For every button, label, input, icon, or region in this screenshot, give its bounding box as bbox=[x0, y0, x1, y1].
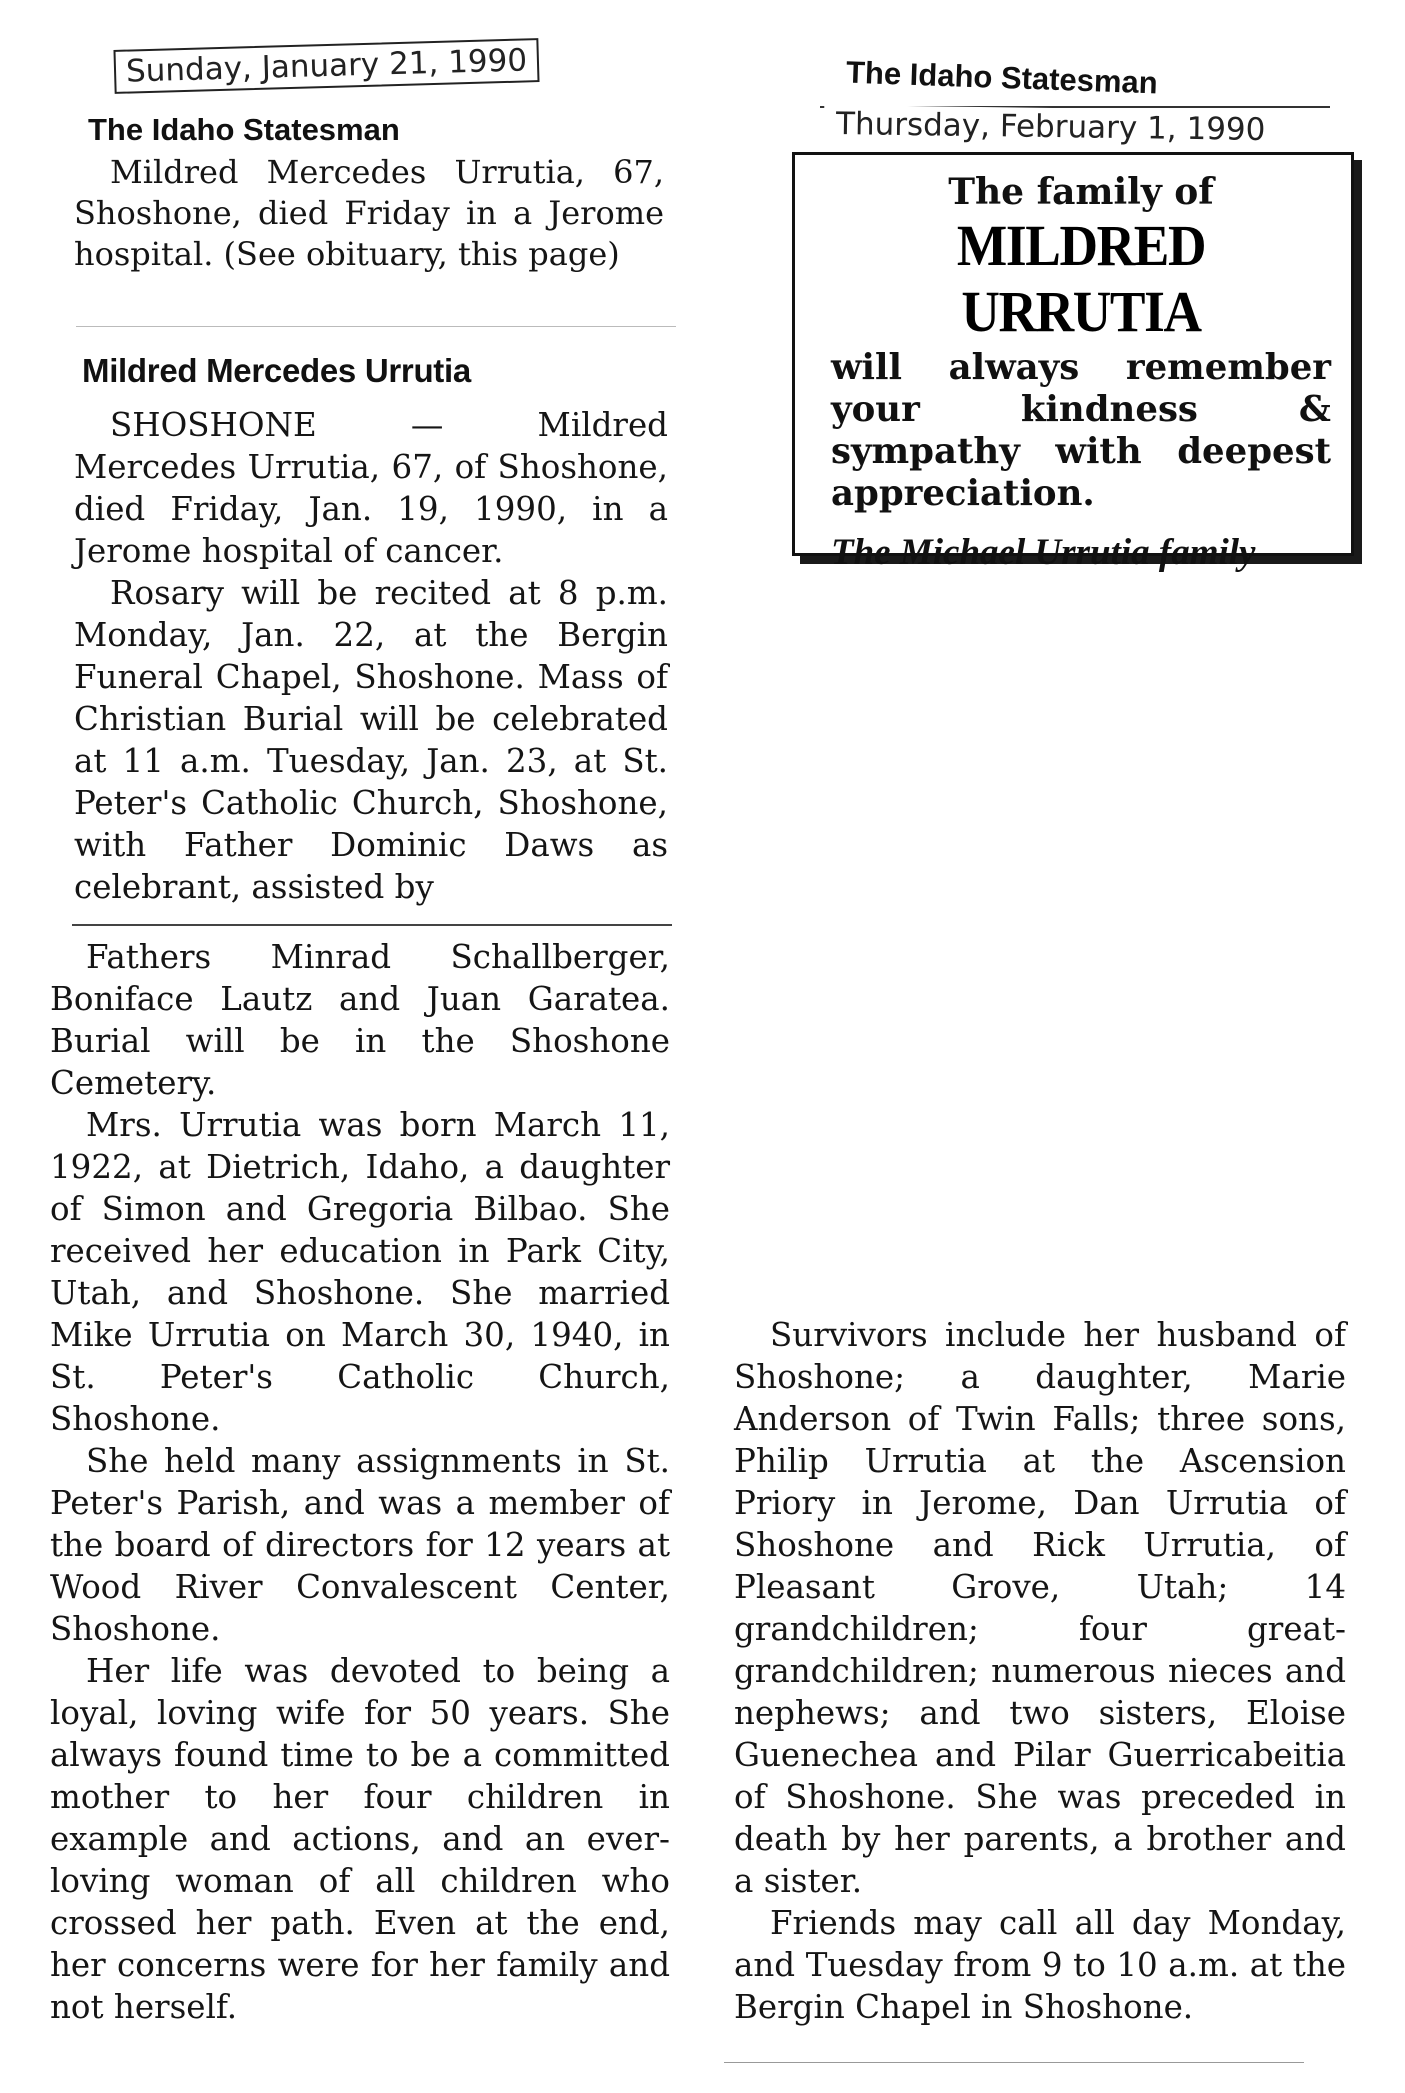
obituary-paragraph: Rosary will be recited at 8 p.m. Monday, Jan. 22, at the Bergin Funeral Chapel, Shoshone. Mass of Christian Burial will be celebrated at 11 a.m. Tuesday, Jan. 23, at St. Peter's Catholic Church, Shoshone, with Father Dominic Daws as celebrant, assisted by bbox=[74, 574, 668, 906]
obituary-paragraph: Mrs. Urrutia was born March 11, 1922, at Dietrich, Idaho, a daughter of Simon and Gregoria Bilbao. She received her education in Park City, Utah, and Shoshone. She married Mike Urrutia on March 30, 1940, in St. Peter's Catholic Church, Shoshone. bbox=[50, 1106, 670, 1438]
obituary-paragraph: SHOSHONE — Mildred Mercedes Urrutia, 67, of Shoshone, died Friday, Jan. 19, 1990, in a Jerome hospital of cancer. bbox=[74, 406, 668, 570]
newspaper-name-left: The Idaho Statesman bbox=[88, 112, 400, 147]
obituary-column-1a bbox=[74, 404, 668, 908]
notice-divider bbox=[76, 326, 676, 327]
ad-intro-line: The family of bbox=[948, 171, 1214, 213]
newspaper-name-right: The Idaho Statesman bbox=[845, 54, 1159, 101]
date-stamp-right: Thursday, February 1, 1990 bbox=[824, 105, 1278, 149]
obituary-paragraph: Her life was devoted to being a loyal, loving wife for 50 years. She always found time to be a committed mother to her four children in example and actions, and an ever-loving woman of all children who crossed her path. Even at the end, her concerns were for her family and not herself. bbox=[50, 1652, 670, 2026]
death-notice bbox=[74, 152, 664, 275]
obituary-paragraph: Survivors include her husband of Shoshone; a daughter, Marie Anderson of Twin Falls; three sons, Philip Urrutia at the Ascension Priory in Jerome, Dan Urrutia of Shoshone and Rick Urrutia, of Pleasant Grove, Utah; 14 grandchildren; four great-grandchildren; numerous nieces and nephews; and two sisters, Eloise Guenechea and Pilar Guerricabeitia of Shoshone. She was preceded in death by her parents, a brother and a sister. bbox=[734, 1316, 1346, 1900]
ad-signature: The Michael Urrutia family bbox=[831, 532, 1256, 573]
ad-message: will always remember your kindness & sympathy with deepest appreciation. bbox=[831, 347, 1331, 514]
date-stamp-left: Sunday, January 21, 1990 bbox=[113, 38, 539, 94]
obituary-column-2 bbox=[734, 1314, 1346, 2028]
death-notice-text: Mildred Mercedes Urrutia, 67, Shoshone, died Friday in a Jerome hospital. (See obituary, this page) bbox=[74, 153, 664, 273]
obituary-headline: Mildred Mercedes Urrutia bbox=[82, 352, 471, 389]
thank-you-ad bbox=[792, 152, 1354, 573]
obituary-paragraph: Friends may call all day Monday, and Tuesday from 9 to 10 a.m. at the Bergin Chapel in Shoshone. bbox=[734, 1904, 1346, 2026]
obituary-paragraph: Fathers Minrad Schallberger, Boniface Lautz and Juan Garatea. Burial will be in the Shoshone Cemetery. bbox=[50, 938, 670, 1102]
column-break-rule bbox=[72, 924, 672, 926]
obituary-paragraph: She held many assignments in St. Peter's Parish, and was a member of the board of directors for 12 years at Wood River Convalescent Center, Shoshone. bbox=[50, 1442, 670, 1648]
column-bottom-rule bbox=[724, 2062, 1304, 2063]
obituary-column-1b bbox=[50, 936, 670, 2028]
ad-deceased-name: MILDRED URRUTIA bbox=[956, 213, 1206, 344]
